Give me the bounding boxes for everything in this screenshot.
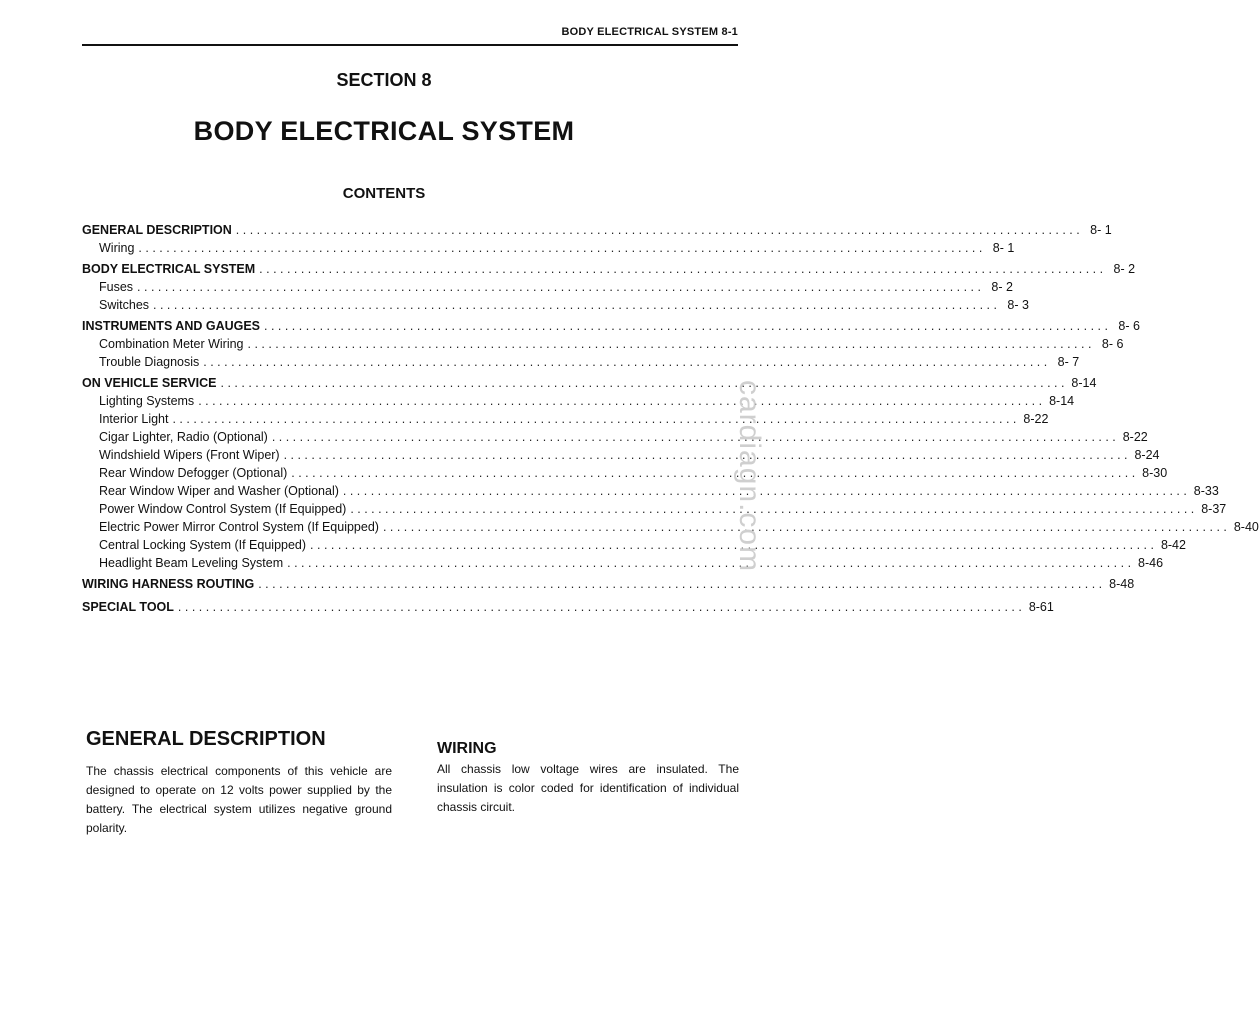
toc-entry-page: 8-48 [1109,577,1135,591]
toc-entry[interactable] [82,337,1124,355]
toc-entry[interactable] [82,412,1049,430]
toc-leader-dots [272,430,1116,444]
toc-entry-label: Headlight Beam Leveling System [99,556,284,570]
toc-leader-dots [138,241,982,255]
toc-leader-dots [287,556,1131,570]
toc-entry[interactable] [82,376,1097,394]
toc-entry-page: 8- 7 [1057,355,1080,369]
toc-entry-label: ON VEHICLE SERVICE [82,376,217,390]
toc-entry-page: 8-22 [1023,412,1049,426]
toc-entry-label: GENERAL DESCRIPTION [82,223,232,237]
toc-entry-label: Rear Window Defogger (Optional) [99,466,288,480]
toc-entry-page: 8-40 [1233,520,1259,534]
toc-entry-page: 8-24 [1134,448,1160,462]
toc-entry-page: 8-46 [1138,556,1164,570]
toc-leader-dots [259,262,1103,276]
toc-entry[interactable] [82,355,1080,373]
wiring-body: All chassis low voltage wires are insulated. The insulation is color coded for identification of individual chassis circuit. [437,762,739,814]
watermark-text: cardiagn.com [733,380,766,573]
toc-entry[interactable] [82,298,1029,316]
toc-entry-label: Wiring [99,241,135,255]
toc-entry-label: WIRING HARNESS ROUTING [82,577,255,591]
toc-entry[interactable] [82,430,1148,448]
toc-entry[interactable] [82,600,1054,620]
watermark [733,380,768,660]
toc-entry-label: Combination Meter Wiring [99,337,244,351]
toc-leader-dots [198,394,1042,408]
toc-leader-dots [350,502,1194,516]
toc-entry[interactable] [82,577,1135,597]
toc-entry-label: Trouble Diagnosis [99,355,200,369]
toc-leader-dots [221,376,1065,390]
general-description-body: The chassis electrical components of this vehicle are designed to operate on 12 volts power supplied by the battery. The electrical system utilizes negative ground polarity. [86,764,392,835]
toc-leader-dots [264,319,1108,333]
toc-leader-dots [153,298,997,312]
toc-leader-dots [203,355,1047,369]
toc-entry[interactable] [82,448,1160,466]
page-title: BODY ELECTRICAL SYSTEM [193,116,575,146]
toc-entry-page: 8- 6 [1118,319,1140,333]
running-header: BODY ELECTRICAL SYSTEM 8-1 [561,26,738,38]
toc-leader-dots [284,448,1128,462]
toc-entry-label: Electric Power Mirror Control System (If Equipped) [99,520,379,534]
toc-entry-page: 8-22 [1122,430,1148,444]
toc-entry[interactable] [82,262,1136,280]
toc-entry-page: 8- 6 [1101,337,1124,351]
toc-entry[interactable] [82,520,1259,538]
toc-entry-label: Windshield Wipers (Front Wiper) [99,448,280,462]
general-description-heading: GENERAL DESCRIPTION [86,728,326,750]
toc-entry[interactable] [82,484,1219,502]
toc-entry-label: Fuses [99,280,134,294]
toc-entry[interactable] [82,538,1186,556]
toc-entry-page: 8- 1 [992,241,1015,255]
toc-entry-label: INSTRUMENTS AND GAUGES [82,319,261,333]
toc-entry-label: Rear Window Wiper and Washer (Optional) [99,484,339,498]
toc-entry-page: 8-37 [1201,502,1227,516]
toc-entry-label: Interior Light [99,412,169,426]
toc-entry[interactable] [82,556,1164,574]
toc-entry-label: SPECIAL TOOL [82,600,174,614]
toc-entry[interactable] [82,502,1227,520]
toc-leader-dots [236,223,1080,237]
toc-leader-dots [172,412,1016,426]
toc-entry[interactable] [82,394,1075,412]
toc-leader-dots [383,520,1227,534]
toc-entry-page: 8-33 [1193,484,1219,498]
toc-entry-page: 8- 3 [1007,298,1029,312]
toc-leader-dots [258,577,1102,591]
header-rule [82,44,738,46]
toc-leader-dots [291,466,1135,480]
toc-entry-label: BODY ELECTRICAL SYSTEM [82,262,256,276]
toc-entry-label: Lighting Systems [99,394,195,408]
toc-entry-page: 8- 2 [991,280,1013,294]
toc-entry-page: 8-61 [1028,600,1054,614]
toc-entry-page: 8- 1 [1090,223,1112,237]
toc-entry-label: Central Locking System (If Equipped) [99,538,307,552]
wiring-heading: WIRING [437,740,497,757]
toc-entry[interactable] [82,466,1168,484]
toc-leader-dots [248,337,1092,351]
toc-entry-label: Cigar Lighter, Radio (Optional) [99,430,268,444]
toc-entry-label: Switches [99,298,150,312]
contents-heading: CONTENTS [342,185,426,202]
toc-entry[interactable] [82,223,1112,241]
toc-entry-page: 8-42 [1160,538,1186,552]
toc-entry-page: 8-14 [1049,394,1075,408]
toc-entry[interactable] [82,319,1140,337]
toc-leader-dots [137,280,981,294]
toc-entry[interactable] [82,280,1013,298]
toc-leader-dots [178,600,1022,614]
toc-entry-label: Power Window Control System (If Equipped) [99,502,347,516]
section-label: SECTION 8 [336,70,432,90]
toc-entry-page: 8- 2 [1113,262,1136,276]
toc-entry-page: 8-30 [1142,466,1168,480]
toc-entry[interactable] [82,241,1015,259]
toc-entry-page: 8-14 [1071,376,1097,390]
